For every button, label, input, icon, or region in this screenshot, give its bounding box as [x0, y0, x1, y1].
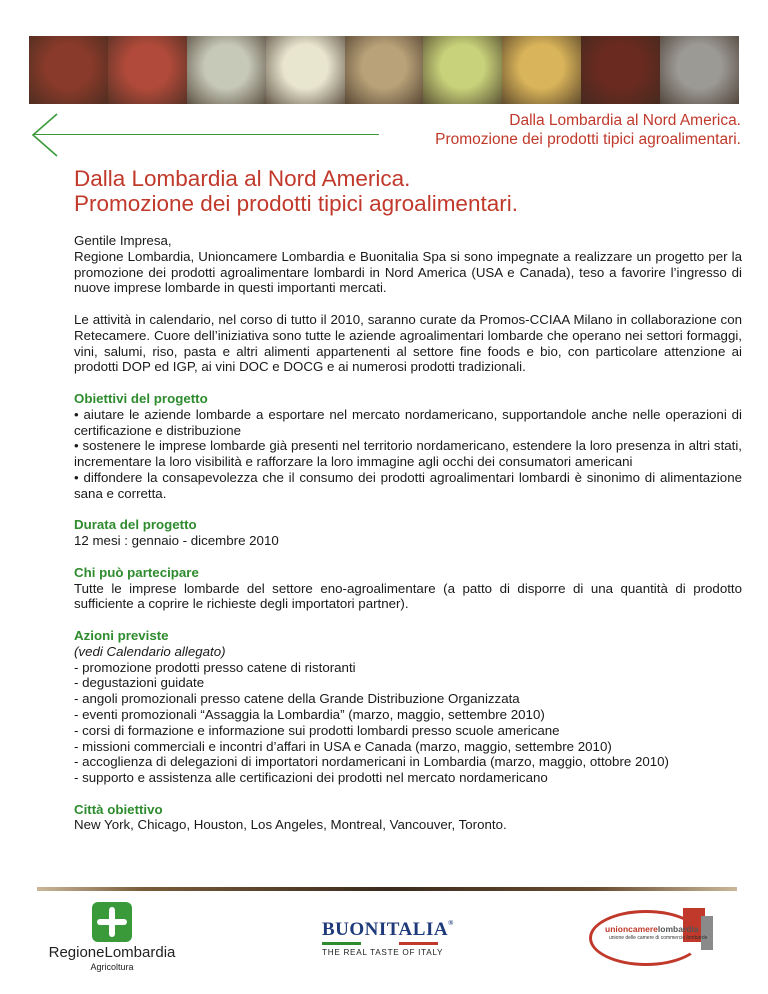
regione-lombardia-logo — [37, 902, 187, 972]
section-heading-obiettivi: Obiettivi del progetto — [74, 390, 208, 406]
list-item: • aiutare le aziende lombarde a esportare nel mercato nordamericano, supportandole anche nelle operazioni di certificazione e distribuzione — [74, 406, 742, 438]
greeting: Gentile Impresa, — [74, 233, 172, 248]
flag-stripe — [322, 942, 361, 945]
list-item: - corsi di formazione e informazione sui prodotti lombardi presso scuole americane — [74, 722, 560, 738]
buonitalia-name: BUONITALIA — [322, 919, 449, 940]
italian-flag-stripe — [322, 942, 438, 945]
list-item: - promozione prodotti presso catene di ristoranti — [74, 659, 356, 675]
chi-text: Tutte le imprese lombarde del settore eno-agroalimentare (a patto di disporre di una quantità di prodotto sufficiente a coprire le richieste degli importatori partner). — [74, 580, 742, 612]
flag-stripe — [399, 942, 438, 945]
azioni-note: (vedi Calendario allegato) — [74, 643, 226, 659]
header-title — [435, 111, 741, 149]
page-title-line1: Dalla Lombardia al Nord America. — [74, 166, 411, 191]
buonitalia-logo — [322, 919, 454, 959]
activities-paragraph: Le attività in calendario, nel corso di tutto il 2010, saranno curate da Promos-CCIAA Milano in collaborazione con Retecamere. Cuore dell’iniziativa sono tutte le aziende agroalimentari lombarde che operano nei settori formaggi, vini, salumi, riso, pasta e altri alimenti appartenenti al settore fine foods e bio, con particolare attenzione ai prodotti DOP ed IGP, ai vini DOC e DOCG e ai numerosi prodotti tradizionali. — [74, 311, 742, 375]
unioncamere-lombardia-logo — [589, 908, 729, 960]
header-title-line2: Promozione dei prodotti tipici agroalimentari. — [435, 131, 741, 148]
food-photo-tile — [345, 36, 424, 104]
food-photo-tile — [187, 36, 266, 104]
unioncamere-name: unioncamere — [605, 924, 658, 934]
regione-name: RegioneLombardia — [48, 944, 176, 961]
food-photo-tile — [660, 36, 739, 104]
list-item: - missioni commerciali e incontri d’affari in USA e Canada (marzo, maggio, settembre 2010) — [74, 738, 612, 754]
footer-divider — [37, 887, 737, 891]
food-photo-tile — [502, 36, 581, 104]
list-item: • sostenere le imprese lombarde già presenti nel territorio nordamericano, estendere la loro presenza in altri stati, incrementare la loro visibilità e rafforzare la loro immagine agli occhi dei consumatori americani — [74, 438, 742, 470]
list-item: - accoglienza di delegazioni di importatori nordamericani in Lombardia (marzo, maggio, ottobre 2010) — [74, 754, 669, 770]
list-item: - degustazioni guidate — [74, 675, 205, 691]
unioncamere-sub: unione delle camere di commercio lombarde — [609, 935, 708, 941]
list-item: - eventi promozionali “Assaggia la Lombardia” (marzo, maggio, settembre 2010) — [74, 706, 545, 722]
header-title-line1: Dalla Lombardia al Nord America. — [509, 112, 741, 129]
regione-sub: Agricoltura — [90, 962, 134, 972]
flag-stripe — [361, 942, 400, 945]
section-heading-azioni: Azioni previste — [74, 627, 169, 643]
list-item: • diffondere la consapevolezza che il consumo dei prodotti agroalimentari lombardi è sinonimo di alimentazione sana e corretta. — [74, 469, 742, 501]
header-rule — [33, 134, 379, 135]
unioncamere-mark-gray-icon — [701, 916, 713, 950]
section-heading-chi: Chi può partecipare — [74, 564, 199, 580]
arrow-left-icon — [29, 112, 59, 158]
intro-paragraph: Regione Lombardia, Unioncamere Lombardia e Buonitalia Spa si sono impegnate a realizzare un progetto per la promozione dei prodotti agroalimentare lombardi in Nord America (USA e Canada), teso a favorire l’ingresso di nuove imprese lombarde in questi importanti mercati. — [74, 248, 742, 296]
rose-camuna-icon — [92, 902, 132, 942]
page-title — [74, 166, 518, 216]
food-photo-tile — [108, 36, 187, 104]
food-photo-tile — [423, 36, 502, 104]
trademark-mark: ® — [448, 919, 454, 927]
letter-body — [74, 233, 742, 833]
food-photo-tile — [266, 36, 345, 104]
food-photo-tile — [29, 36, 108, 104]
buonitalia-tagline: THE REAL TASTE OF ITALY — [322, 948, 444, 957]
section-heading-citta: Città obiettivo — [74, 801, 163, 817]
food-photo-banner — [29, 36, 739, 104]
section-heading-durata: Durata del progetto — [74, 517, 197, 533]
durata-text: 12 mesi : gennaio - dicembre 2010 — [74, 533, 279, 549]
page-title-line2: Promozione dei prodotti tipici agroalimentari. — [74, 191, 518, 216]
citta-text: New York, Chicago, Houston, Los Angeles, Montreal, Vancouver, Toronto. — [74, 817, 507, 833]
food-photo-tile — [581, 36, 660, 104]
list-item: - angoli promozionali presso catene della Grande Distribuzione Organizzata — [74, 691, 520, 707]
unioncamere-region: lombardia — [657, 924, 699, 934]
list-item: - supporto e assistenza alle certificazioni dei prodotti nel mercato nordamericano — [74, 770, 548, 786]
